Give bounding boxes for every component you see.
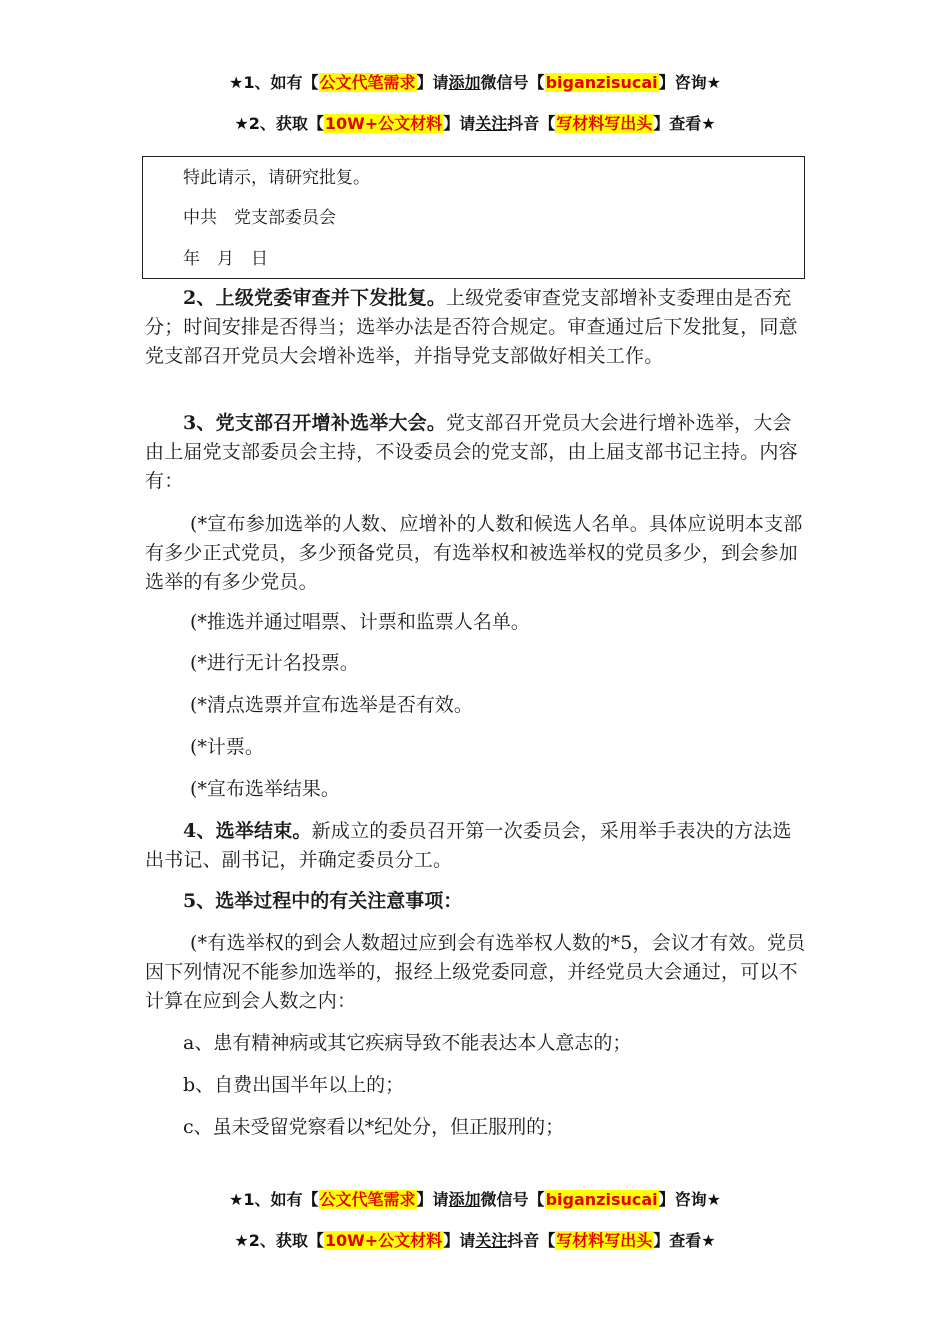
banner-text: ★2、获取【 [234, 1231, 324, 1250]
banner-text: 抖音【 [507, 1231, 556, 1250]
banner-underlined: 关注 [475, 1231, 508, 1250]
list-item: c、虽未受留党察看以*纪处分，但正服刑的； [183, 1116, 565, 1138]
banner-line-2 [0, 111, 950, 134]
banner-underlined: 添加 [448, 1190, 481, 1209]
section-5 [183, 887, 462, 916]
banner-highlight: 写材料写出头 [556, 114, 653, 133]
box-line-date: 年 月 日 [183, 249, 268, 269]
banner-highlight: 公文代笔需求 [319, 1190, 416, 1209]
banner-text: 微信号【 [480, 73, 545, 92]
section-heading: 2、上级党委审查并下发批复。 [183, 287, 447, 309]
banner-text: 】查看★ [653, 114, 716, 133]
banner-highlight: 10W+公文材料 [324, 114, 443, 133]
banner-highlight: 10W+公文材料 [324, 1231, 443, 1250]
box-line-request: 特此请示，请研究批复。 [183, 168, 370, 188]
banner-line-2-bottom [0, 1228, 950, 1251]
banner-line-1-bottom [0, 1187, 950, 1210]
banner-text: 抖音【 [507, 114, 556, 133]
banner-text: 微信号【 [480, 1190, 545, 1209]
banner-text: 】查看★ [653, 1231, 716, 1250]
list-item: b、自费出国半年以上的； [183, 1074, 405, 1096]
banner-highlight: biganzisucai [545, 1190, 658, 1209]
list-item: (*宣布参加选举的人数、应增补的人数和候选人名单。具体应说明本支部有多少正式党员，多少预备党员，有选举权和被选举权的党员多少，到会参加选举的有多少党员。 [145, 513, 803, 593]
section-4 [145, 817, 807, 875]
list-item: a、患有精神病或其它疾病导致不能表达本人意志的； [183, 1032, 632, 1054]
banner-underlined: 添加 [448, 73, 481, 92]
section-heading: 4、选举结束。 [183, 820, 312, 842]
list-item: (*有选举权的到会人数超过应到会有选举权人数的*5，会议才有效。党员因下列情况不能参加选举的，报经上级党委同意，并经党员大会通过，可以不计算在应到会人数之内： [145, 932, 806, 1012]
banner-highlight: 公文代笔需求 [319, 73, 416, 92]
banner-highlight: 写材料写出头 [556, 1231, 653, 1250]
banner-underlined: 关注 [475, 114, 508, 133]
section-body: 新成立的委员召开第一次委员会，采用举手表决的方法选出书记、副书记，并确定委员分工。 [145, 820, 792, 871]
banner-text: 】请 [443, 1231, 476, 1250]
banner-highlight: biganzisucai [545, 73, 658, 92]
banner-text: 】请 [416, 1190, 449, 1209]
section-heading: 3、党支部召开增补选举大会。 [183, 412, 447, 434]
section-body: 党支部召开党员大会进行增补选举，大会由上届党支部委员会主持，不设委员会的党支部，由上届支部书记主持。内容有： [145, 412, 798, 492]
list-item: (*推选并通过唱票、计票和监票人名单。 [190, 611, 530, 633]
banner-text: ★2、获取【 [234, 114, 324, 133]
section-body: 上级党委审查党支部增补支委理由是否充分；时间安排是否得当；选举办法是否符合规定。审查通过后下发批复，同意党支部召开党员大会增补选举，并指导党支部做好相关工作。 [145, 287, 798, 367]
banner-text: 】请 [443, 114, 476, 133]
banner-line-1 [0, 70, 950, 93]
section-heading: 5、选举过程中的有关注意事项： [183, 890, 463, 912]
list-item: (*宣布选举结果。 [190, 778, 340, 800]
banner-text: ★1、如有【 [229, 1190, 319, 1209]
list-item: (*清点选票并宣布选举是否有效。 [190, 694, 473, 716]
section-2 [145, 284, 807, 371]
section-3 [145, 409, 807, 496]
template-box [142, 156, 805, 279]
box-line-committee: 中共 党支部委员会 [183, 208, 336, 228]
banner-text: 】请 [416, 73, 449, 92]
banner-text: 】咨询★ [658, 73, 721, 92]
banner-text: 】咨询★ [658, 1190, 721, 1209]
list-item: (*计票。 [190, 736, 264, 758]
list-item: (*进行无计名投票。 [190, 652, 359, 674]
banner-text: ★1、如有【 [229, 73, 319, 92]
